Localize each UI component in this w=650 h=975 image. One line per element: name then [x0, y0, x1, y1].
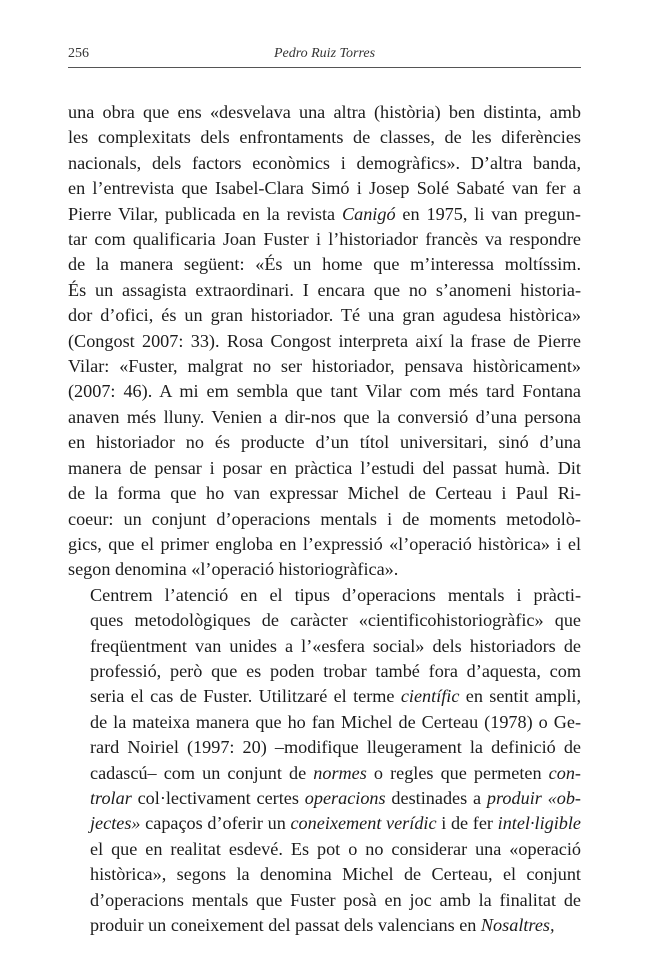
text-line — [68, 583, 581, 608]
text-line — [68, 557, 581, 582]
text-run: el que en realitat esdevé. Es pot o no considerar una «operació — [90, 838, 581, 859]
page-number: 256 — [68, 46, 89, 61]
text-line — [68, 507, 581, 532]
italic-text: científic — [400, 686, 460, 707]
text-run: dor d’ofici, és un gran historiador. Té una gran agudesa històrica» — [68, 305, 581, 326]
italic-text: con- — [548, 762, 581, 783]
text-run: en sentit ampli, — [459, 686, 581, 707]
italic-text: trolar — [90, 787, 132, 808]
text-run: Vilar: «Fuster, malgrat no ser historiador, pensava històricament» — [68, 356, 581, 377]
text-run: segon denomina «l’operació historiogràfica». — [68, 559, 399, 580]
text-run: (2007: 46). A mi em sembla que tant Vilar com més tard Fontana — [68, 381, 581, 402]
text-run: d’operacions mentals que Fuster posà en joc amb la finalitat de — [90, 889, 581, 910]
text-line — [68, 786, 581, 811]
text-line — [68, 354, 581, 379]
text-line — [68, 125, 581, 150]
text-line — [68, 888, 581, 913]
text-run: tar com qualificaria Joan Fuster i l’historiador francès va respondre — [68, 229, 581, 250]
text-run: destinades a — [385, 787, 487, 808]
italic-text: intel·ligible — [497, 813, 581, 834]
text-line — [68, 659, 581, 684]
text-run: anaven més lluny. Venien a dir-nos que la conversió d’una persona — [68, 406, 581, 427]
paragraph-2 — [68, 583, 581, 939]
text-run: col·lectivament certes — [131, 787, 305, 808]
text-line — [68, 862, 581, 887]
text-line — [68, 227, 581, 252]
text-run: històrica», segons la denomina Michel de Certeau, el conjunt — [90, 864, 581, 885]
text-line — [68, 735, 581, 760]
italic-text: normes — [313, 762, 367, 783]
text-run: produir un coneixement del passat dels valencians en — [90, 915, 481, 935]
text-line — [68, 913, 581, 938]
text-run: (Congost 2007: 33). Rosa Congost interpreta així la frase de Pierre — [68, 330, 581, 351]
text-run: freqüentment van unides a l’«esfera social» dels historiadors de — [90, 635, 581, 656]
text-run: Pierre Vilar, publicada en la revista — [68, 203, 342, 224]
text-run: o regles que permeten — [366, 762, 549, 783]
text-line — [68, 379, 581, 404]
text-line — [68, 405, 581, 430]
text-run: capaços d’oferir un — [140, 813, 291, 834]
text-line — [68, 761, 581, 786]
text-run: cadascú– com un conjunt de — [90, 762, 314, 783]
text-run: nacionals, dels factors econòmics i demogràfics». D’altra banda, — [68, 152, 581, 173]
text-run: de la forma que ho van expressar Michel de Certeau i Paul Ri- — [68, 483, 581, 504]
running-head: Pedro Ruiz Torres — [273, 46, 376, 61]
paragraph-1 — [68, 100, 581, 583]
text-run: les complexitats dels enfrontaments de classes, de les diferències — [68, 127, 581, 148]
text-run: seria el cas de Fuster. Utilitzaré el terme — [90, 686, 401, 707]
italic-text: produir «ob- — [486, 787, 581, 808]
text-run: i de fer — [436, 813, 498, 834]
text-run: en historiador no és producte d’un títol universitari, sinó d’una — [68, 432, 581, 453]
text-run: manera de pensar i posar en pràctica l’estudi del passat humà. Dit — [68, 457, 581, 478]
text-run: És un assagista extraordinari. I encara que no s’anomeni historia- — [68, 279, 581, 300]
text-line — [68, 481, 581, 506]
body-text — [68, 100, 581, 938]
text-line — [68, 837, 581, 862]
page-header — [68, 46, 581, 66]
text-run: una obra que ens «desvelava una altra (història) ben distinta, amb — [68, 102, 581, 122]
italic-text: coneixement verídic — [290, 813, 437, 834]
text-line — [68, 278, 581, 303]
italic-text: Canigó — [341, 203, 396, 224]
text-line — [68, 456, 581, 481]
text-line — [68, 684, 581, 709]
text-line — [68, 100, 581, 125]
text-line — [68, 176, 581, 201]
text-line — [68, 811, 581, 836]
text-run: rard Noiriel (1997: 20) –modifique lleugerament la definició de — [90, 737, 581, 758]
text-run: coeur: un conjunt d’operacions mentals i de moments metodolò- — [68, 508, 581, 529]
text-line — [68, 634, 581, 659]
text-run: ques metodològiques de caràcter «cientificohistoriogràfic» que — [90, 610, 581, 631]
italic-text: Nosaltres, — [480, 915, 555, 935]
text-line — [68, 303, 581, 328]
text-run: en l’entrevista que Isabel-Clara Simó i Josep Solé Sabaté van fer a — [68, 178, 581, 199]
text-line — [68, 329, 581, 354]
text-run: de la mateixa manera que ho fan Michel de Certeau (1978) o Ge- — [90, 711, 581, 732]
text-line — [68, 532, 581, 557]
text-line — [68, 202, 581, 227]
text-line — [68, 252, 581, 277]
text-run: Centrem l’atenció en el tipus d’operacions mentals i pràcti- — [90, 584, 581, 605]
text-line — [68, 430, 581, 455]
text-line — [68, 608, 581, 633]
text-run: gics, que el primer engloba en l’expressió «l’operació històrica» i el — [68, 533, 581, 554]
italic-text: operacions — [304, 787, 386, 808]
header-rule — [68, 67, 581, 68]
text-line — [68, 151, 581, 176]
text-run: de la manera següent: «És un home que m’interessa moltíssim. — [68, 254, 581, 275]
italic-text: jectes» — [90, 813, 141, 834]
text-line — [68, 710, 581, 735]
text-run: professió, però que es poden trobar també fora d’aquesta, com — [90, 660, 581, 681]
text-run: en 1975, li van pregun- — [395, 203, 581, 224]
